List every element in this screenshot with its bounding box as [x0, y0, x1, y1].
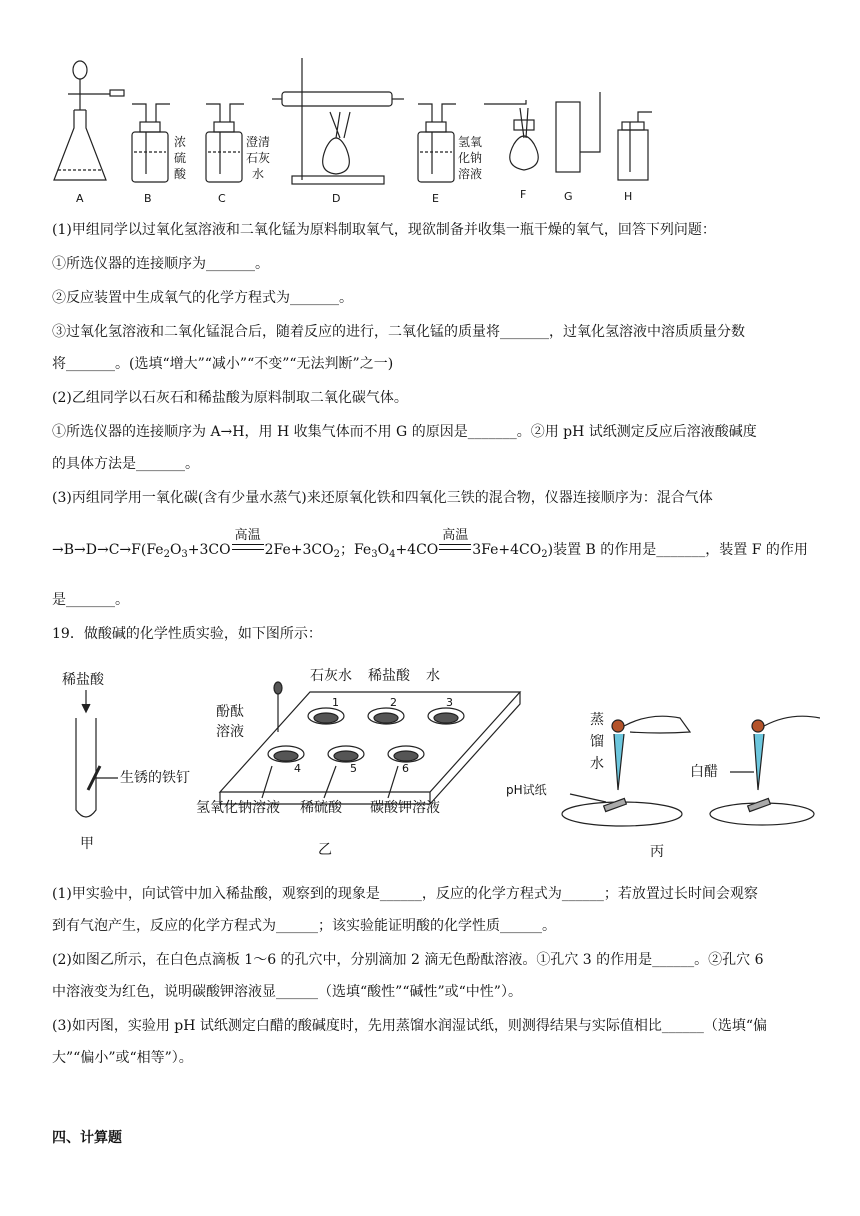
apparatus-letter-a: A: [76, 192, 84, 205]
apparatus-b: [132, 104, 170, 182]
q19-part3b: 大”“偏小”或“相等”）。: [52, 1050, 193, 1066]
bing-water-1: 蒸: [590, 712, 604, 728]
yi-caption: 乙: [318, 842, 332, 858]
high-temp-condition-2: 高温: [438, 540, 472, 560]
q18-part3a: (3)丙组同学用一氧化碳(含有少量水蒸气)来还原氧化铁和四氧化三铁的混合物，仪器连接顺序为：混合气体: [52, 490, 713, 506]
hole-number-6: 6: [402, 762, 409, 775]
yi-bottom-label-3: 碳酸钾溶液: [370, 800, 440, 816]
hole-number-2: 2: [390, 696, 397, 709]
apparatus-e: [418, 104, 456, 182]
figure-jia: [76, 690, 118, 817]
label-c-3: 水: [252, 167, 265, 181]
q19-part1b: 到有气泡产生，反应的化学方程式为______；该实验能证明酸的化学性质______。: [52, 918, 556, 934]
yi-indicator-2: 溶液: [216, 724, 244, 740]
label-c-1: 澄清: [246, 135, 271, 149]
yi-top-label-1: 石灰水: [310, 668, 352, 684]
figure-yi: [220, 682, 520, 804]
q19-part1a: (1)甲实验中，向试管中加入稀盐酸，观察到的现象是______，反应的化学方程式为______；若放置过长时间会观察: [52, 886, 758, 902]
bing-water-3: 水: [590, 756, 604, 772]
apparatus-figure: [40, 48, 680, 208]
acid-base-figure: [40, 662, 820, 862]
q18-part1-2: ②反应装置中生成氧气的化学方程式为_______。: [52, 290, 353, 306]
q18-part1-1: ①所选仪器的连接顺序为_______。: [52, 256, 269, 272]
yi-bottom-label-2: 稀硫酸: [300, 800, 342, 816]
q18-part2-1a: ①所选仪器的连接顺序为 A→H，用 H 收集气体而不用 G 的原因是_______。②用 pH 试纸测定反应后溶液酸碱度: [52, 424, 757, 440]
bing-water-2: 馏: [590, 734, 604, 750]
apparatus-letter-e: E: [432, 192, 439, 205]
label-e-2: 化钠: [458, 151, 483, 165]
hole-number-4: 4: [294, 762, 301, 775]
apparatus-letter-g: G: [564, 190, 573, 203]
hole-number-5: 5: [350, 762, 357, 775]
apparatus-g: [556, 92, 600, 172]
label-e-3: 溶液: [458, 167, 483, 181]
apparatus-d: [272, 58, 404, 184]
apparatus-h: [618, 112, 652, 180]
jia-reagent-label: 稀盐酸: [62, 672, 104, 688]
label-b-2: 硫: [174, 151, 187, 165]
label-e-1: 氢氧: [458, 135, 483, 149]
bing-paper-label: pH试纸: [506, 783, 547, 797]
q18-part2: (2)乙组同学以石灰石和稀盐酸为原料制取二氧化碳气体。: [52, 390, 408, 406]
yi-indicator-1: 酚酞: [216, 704, 244, 720]
q18-part2-1b: 的具体方法是_______。: [52, 456, 199, 472]
yi-top-label-3: 水: [426, 668, 440, 684]
q18-part1-3a: ③过氧化氢溶液和二氧化锰混合后，随着反应的进行，二氧化锰的质量将_______，过氧化氢溶液中溶质质量分数: [52, 324, 745, 340]
bing-caption: 丙: [650, 844, 664, 860]
apparatus-a: [54, 61, 124, 180]
yi-bottom-label-1: 氢氧化钠溶液: [196, 800, 280, 816]
yi-top-label-2: 稀盐酸: [368, 668, 410, 684]
q18-part1-3b: 将_______。(选填“增大”“减小”“不变”“无法判断”之一): [52, 356, 394, 372]
hole-number-3: 3: [446, 696, 453, 709]
section-heading-calculation: 四、计算题: [52, 1130, 122, 1146]
high-temp-condition-1: 高温: [231, 540, 265, 560]
apparatus-letter-h: H: [624, 190, 633, 203]
jia-caption: 甲: [80, 836, 94, 852]
apparatus-letter-f: F: [520, 188, 527, 201]
q18-part1: (1)甲组同学以过氧化氢溶液和二氧化锰为原料制取氧气，现欲制备并收集一瓶干燥的氧气，回答下列问题：: [52, 222, 716, 238]
jia-nail-label: 生锈的铁钉: [120, 770, 190, 786]
apparatus-letter-d: D: [332, 192, 341, 205]
apparatus-f: [484, 100, 538, 170]
apparatus-letter-b: B: [144, 192, 152, 205]
apparatus-c: [206, 104, 244, 182]
bing-vinegar-label: 白醋: [690, 764, 718, 780]
hole-number-1: 1: [332, 696, 339, 709]
q19-part2a: (2)如图乙所示，在白色点滴板 1～6 的孔穴中，分别滴加 2 滴无色酚酞溶液。①孔穴 3 的作用是______。②孔穴 6: [52, 952, 764, 968]
q19-title: 19．做酸碱的化学性质实验，如下图所示：: [52, 626, 322, 642]
q18-part3c: 是_______。: [52, 592, 129, 608]
q19-part2b: 中溶液变为红色，说明碳酸钾溶液显______（选填“酸性”“碱性”或“中性”）。: [52, 984, 522, 1000]
label-b-1: 浓: [174, 135, 187, 149]
q19-part3a: (3)如丙图，实验用 pH 试纸测定白醋的酸碱度时，先用蒸馏水润湿试纸，则测得结果与实际值相比______（选填“偏: [52, 1018, 768, 1034]
q18-part3b: $\to B\to D\to C\to F(Fe_2O_3+3CO$ 高温 $2Fe+3CO_2$；$Fe_3O_4+4CO$ 高温 $3Fe+4CO_2$)装置 B 的作用是_______，装置 F 的作用: [52, 528, 808, 560]
label-c-2: 石灰: [246, 151, 271, 165]
apparatus-letter-c: C: [218, 192, 226, 205]
label-b-3: 酸: [174, 167, 187, 181]
